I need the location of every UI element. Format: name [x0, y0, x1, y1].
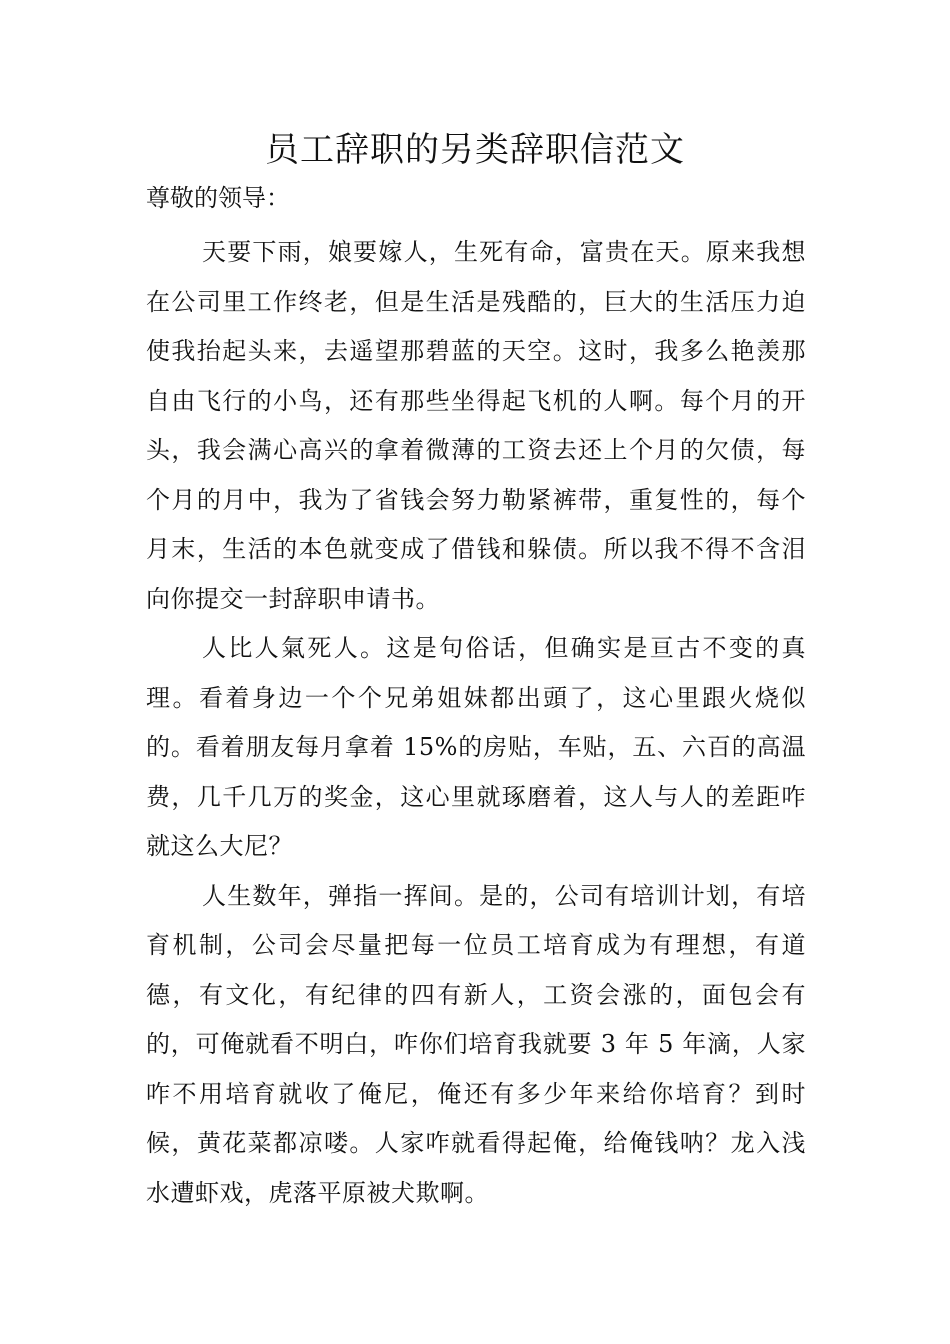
letter-body [146, 228, 806, 1218]
document-title: 员工辞职的另类辞职信范文 [265, 130, 685, 170]
paragraph-1: 天要下雨，娘要嫁人，生死有命，富贵在天。原来我想在公司里工作终老，但是生活是残酷的，巨大的生活压力迫使我抬起头来，去遥望那碧蓝的天空。这时，我多么艳羡那自由飞行的小鸟，还有那些坐得起飞机的人啊。每个月的开头，我会满心高兴的拿着微薄的工资去还上个月的欠债，每个月的月中，我为了省钱会努力勒紧裤带，重复性的，每个月末，生活的本色就变成了借钱和躲债。所以我不得不含泪向你提交一封辞职申请书。 [146, 238, 806, 613]
paragraph-2: 人比人氣死人。这是句俗话，但确实是亘古不变的真理。看着身边一个个兄弟姐妹都出頭了，这心里跟火烧似的。看着朋友每月拿着 15%的房贴，车贴，五、六百的高温费，几千几万的奖金，这心里就琢磨着，这人与人的差距咋就这么大尼？ [146, 634, 806, 860]
salutation: 尊敬的领导： [146, 184, 290, 212]
paragraph-3: 人生数年，弹指一挥间。是的，公司有培训计划，有培育机制，公司会尽量把每一位员工培育成为有理想，有道德，有文化，有纪律的四有新人，工资会涨的，面包会有的，可俺就看不明白，咋你们培育我就要 3 年 5 年滴，人家咋不用培育就收了俺尼，俺还有多少年来给你培育？到时候，黄花菜都凉喽。人家咋就看得起俺，给俺钱呐？龙入浅水遭虾戏，虎落平原被犬欺啊。 [146, 881, 806, 1207]
